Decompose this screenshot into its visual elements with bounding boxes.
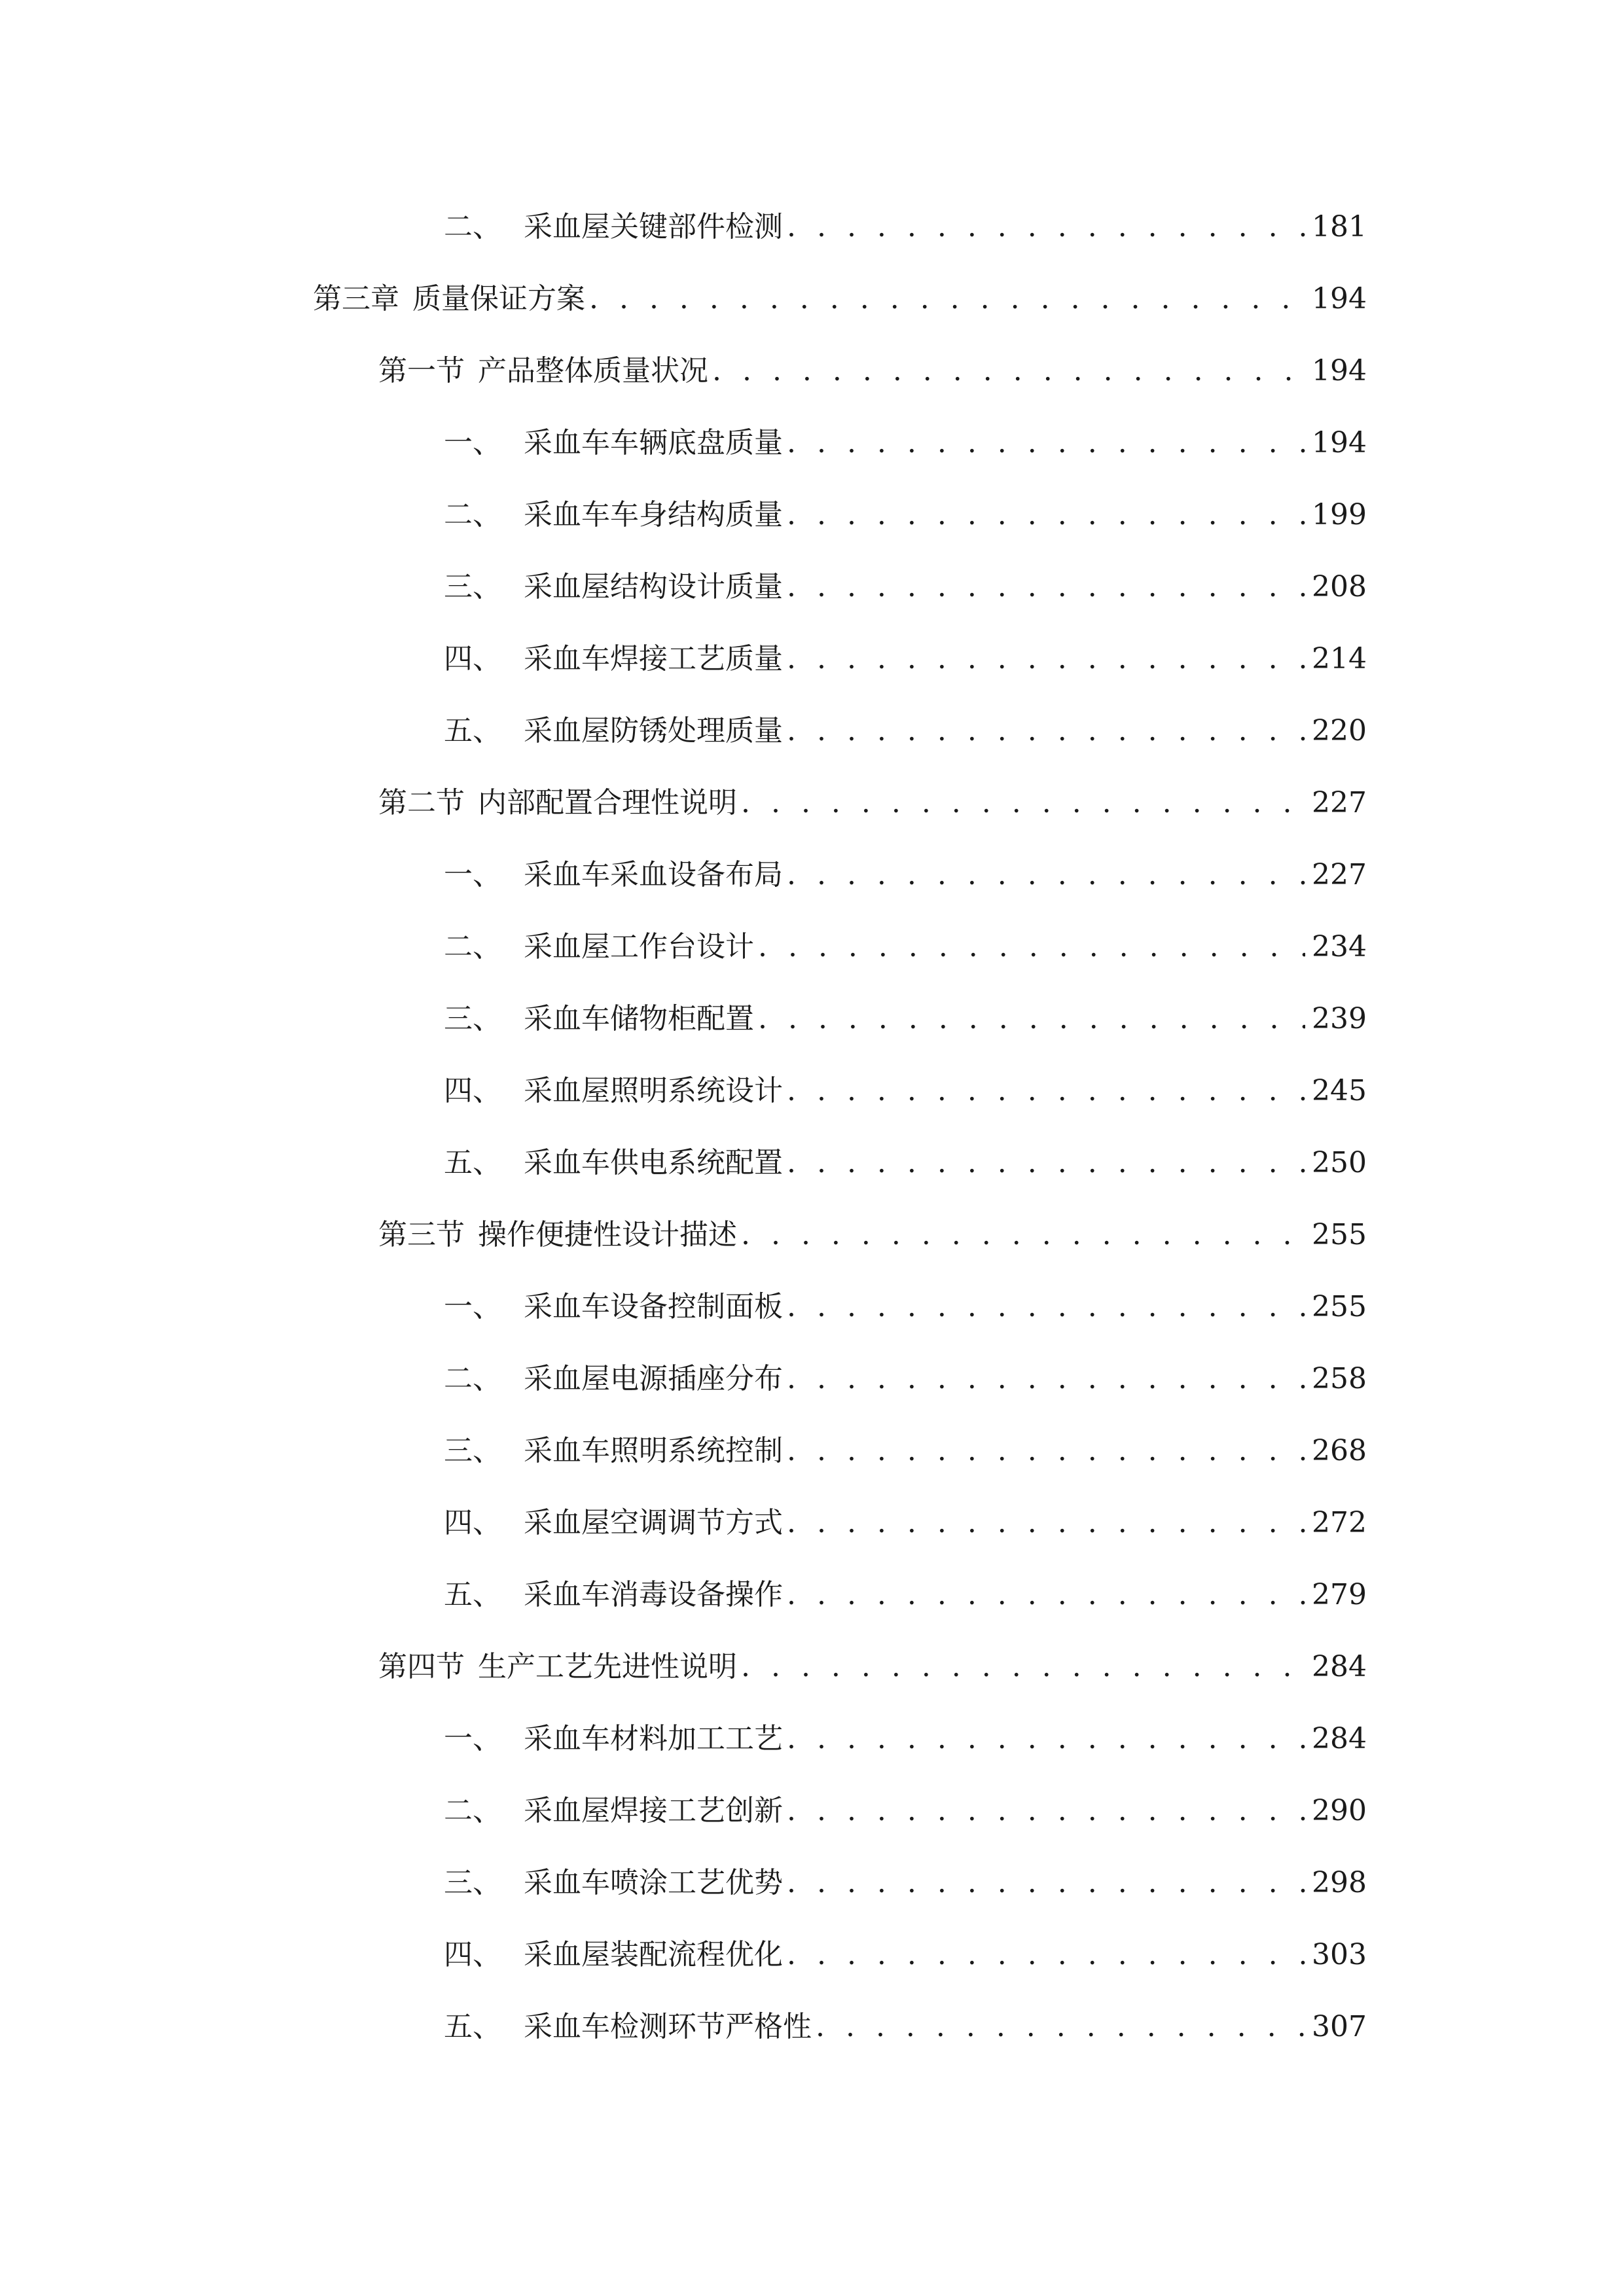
toc-entry-number: 一、 [444,858,501,891]
dot-leader [741,780,1305,826]
dot-leader [758,924,1305,970]
toc-entry-number: 二、 [444,1362,501,1395]
dot-leader [712,348,1305,394]
toc-entry-page: 245 [1312,1074,1367,1107]
toc-entry-number: 一、 [444,1722,501,1755]
dot-leader [787,1356,1305,1402]
toc-entry-page: 227 [1312,858,1367,891]
toc-entry-page: 194 [1312,426,1367,459]
toc-entry[interactable] [444,852,1367,898]
dot-leader [787,852,1305,898]
toc-entry-page: 199 [1312,498,1367,531]
toc-entry-title: 采血屋工作台设计 [524,930,754,963]
toc-entry-page: 258 [1312,1362,1367,1395]
toc-entry[interactable] [444,996,1367,1042]
dot-leader [816,2004,1305,2050]
dot-leader [787,492,1305,538]
toc-entry[interactable] [378,1212,1367,1258]
dot-leader [787,1860,1305,1906]
toc-entry[interactable] [444,708,1367,754]
toc-entry[interactable] [444,924,1367,970]
toc-entry-number: 一、 [444,426,501,459]
dot-leader [741,1644,1305,1690]
toc-entry-number: 四、 [444,1074,501,1107]
toc-entry-page: 250 [1312,1146,1367,1179]
toc-entry[interactable] [378,348,1367,394]
toc-entry-title: 采血车检测环节严格性 [524,2010,812,2043]
toc-entry-title: 内部配置合理性说明 [478,786,737,819]
toc-entry-number: 五、 [444,2010,501,2043]
dot-leader [787,1716,1305,1762]
dot-leader [741,1212,1305,1258]
toc-entry-page: 255 [1312,1290,1367,1323]
toc-entry-title: 采血屋防锈处理质量 [524,714,783,747]
toc-entry-number: 三、 [444,570,501,603]
toc-entry-number: 四、 [444,1938,501,1971]
toc-entry-number: 二、 [444,1794,501,1827]
toc-entry-number: 五、 [444,1146,501,1179]
toc-entry[interactable] [444,1500,1367,1546]
toc-entry-title: 产品整体质量状况 [478,354,708,387]
toc-entry-title: 采血车供电系统配置 [524,1146,783,1179]
toc-entry-title: 采血车材料加工工艺 [524,1722,783,1755]
toc-entry-page: 194 [1312,282,1367,315]
toc-entry-number: 四、 [444,1506,501,1539]
dot-leader [787,1500,1305,1546]
toc-entry-title: 采血车采血设备布局 [524,858,783,891]
toc-entry[interactable] [378,1644,1367,1690]
toc-entry-title: 采血屋结构设计质量 [524,570,783,603]
toc-entry-page: 303 [1312,1938,1367,1971]
toc-entry-title: 采血车喷涂工艺优势 [524,1866,783,1899]
toc-entry[interactable] [444,1428,1367,1474]
toc-entry-page: 255 [1312,1218,1367,1251]
toc-entry-number: 第一节 [378,354,465,387]
toc-entry-title: 采血车储物柜配置 [524,1002,754,1035]
dot-leader [787,1572,1305,1618]
toc-entry-number: 五、 [444,1578,501,1611]
toc-entry[interactable] [444,2004,1367,2050]
toc-entry-title: 采血车车身结构质量 [524,498,783,531]
toc-entry-page: 181 [1312,210,1367,243]
toc-entry-number: 二、 [444,498,501,531]
dot-leader [787,564,1305,610]
toc-entry-number: 第三节 [378,1218,465,1251]
toc-entry-page: 279 [1312,1578,1367,1611]
toc-entry-number: 第四节 [378,1650,465,1683]
toc-entry-title: 生产工艺先进性说明 [478,1650,737,1683]
toc-entry-page: 239 [1312,1002,1367,1035]
toc-entry-title: 采血屋装配流程优化 [524,1938,783,1971]
toc-entry[interactable] [444,636,1367,682]
toc-entry-number: 三、 [444,1866,501,1899]
toc-entry[interactable] [444,1572,1367,1618]
toc-entry[interactable] [444,204,1367,250]
toc-entry-number: 二、 [444,210,501,243]
toc-entry-title: 采血屋电源插座分布 [524,1362,783,1395]
toc-entry-number: 二、 [444,930,501,963]
toc-entry-title: 采血车照明系统控制 [524,1434,783,1467]
toc-entry-number: 一、 [444,1290,501,1323]
toc-entry-title: 采血屋空调调节方式 [524,1506,783,1539]
dot-leader [589,276,1305,322]
toc-entry-page: 290 [1312,1794,1367,1827]
toc-entry-page: 307 [1312,2010,1367,2043]
toc-entry-page: 268 [1312,1434,1367,1467]
toc-entry-page: 208 [1312,570,1367,603]
toc-entry-number: 三、 [444,1002,501,1035]
toc-entry-title: 采血车设备控制面板 [524,1290,783,1323]
dot-leader [787,1932,1305,1978]
toc-entry-page: 220 [1312,714,1367,747]
toc-entry[interactable] [444,1068,1367,1114]
toc-entry[interactable] [444,1140,1367,1186]
toc-entry-title: 采血车消毒设备操作 [524,1578,783,1611]
toc-entry-page: 284 [1312,1650,1367,1683]
toc-entry-title: 质量保证方案 [412,282,585,315]
toc-entry-page: 298 [1312,1866,1367,1899]
toc-entry[interactable] [444,1788,1367,1834]
toc-entry-page: 234 [1312,930,1367,963]
toc-entry[interactable] [444,1932,1367,1978]
toc-entry-page: 227 [1312,786,1367,819]
toc-entry-page: 194 [1312,354,1367,387]
dot-leader [787,1140,1305,1186]
dot-leader [787,636,1305,682]
toc-entry[interactable] [444,492,1367,538]
dot-leader [787,1428,1305,1474]
dot-leader [787,1068,1305,1114]
toc-entry-number: 第三章 [313,282,399,315]
dot-leader [787,1788,1305,1834]
toc-entry-title: 采血屋焊接工艺创新 [524,1794,783,1827]
toc-entry-title: 采血车车辆底盘质量 [524,426,783,459]
toc-entry[interactable] [444,1284,1367,1330]
dot-leader [787,708,1305,754]
dot-leader [787,420,1305,466]
dot-leader [787,1284,1305,1330]
toc-entry-page: 284 [1312,1722,1367,1755]
dot-leader [787,204,1305,250]
dot-leader [758,996,1305,1042]
toc-entry[interactable] [444,420,1367,466]
toc-entry[interactable] [444,1716,1367,1762]
toc-entry-page: 214 [1312,642,1367,675]
toc-entry[interactable] [313,276,1367,322]
toc-entry-title: 采血屋照明系统设计 [524,1074,783,1107]
toc-entry-page: 272 [1312,1506,1367,1539]
toc-entry[interactable] [444,1860,1367,1906]
toc-entry-number: 四、 [444,642,501,675]
toc-entry[interactable] [444,1356,1367,1402]
toc-entry-title: 采血屋关键部件检测 [524,210,783,243]
toc-entry-number: 三、 [444,1434,501,1467]
toc-entry-number: 第二节 [378,786,465,819]
toc-entry[interactable] [378,780,1367,826]
toc-entry-title: 操作便捷性设计描述 [478,1218,737,1251]
toc-entry-number: 五、 [444,714,501,747]
toc-entry-title: 采血车焊接工艺质量 [524,642,783,675]
toc-entry[interactable] [444,564,1367,610]
